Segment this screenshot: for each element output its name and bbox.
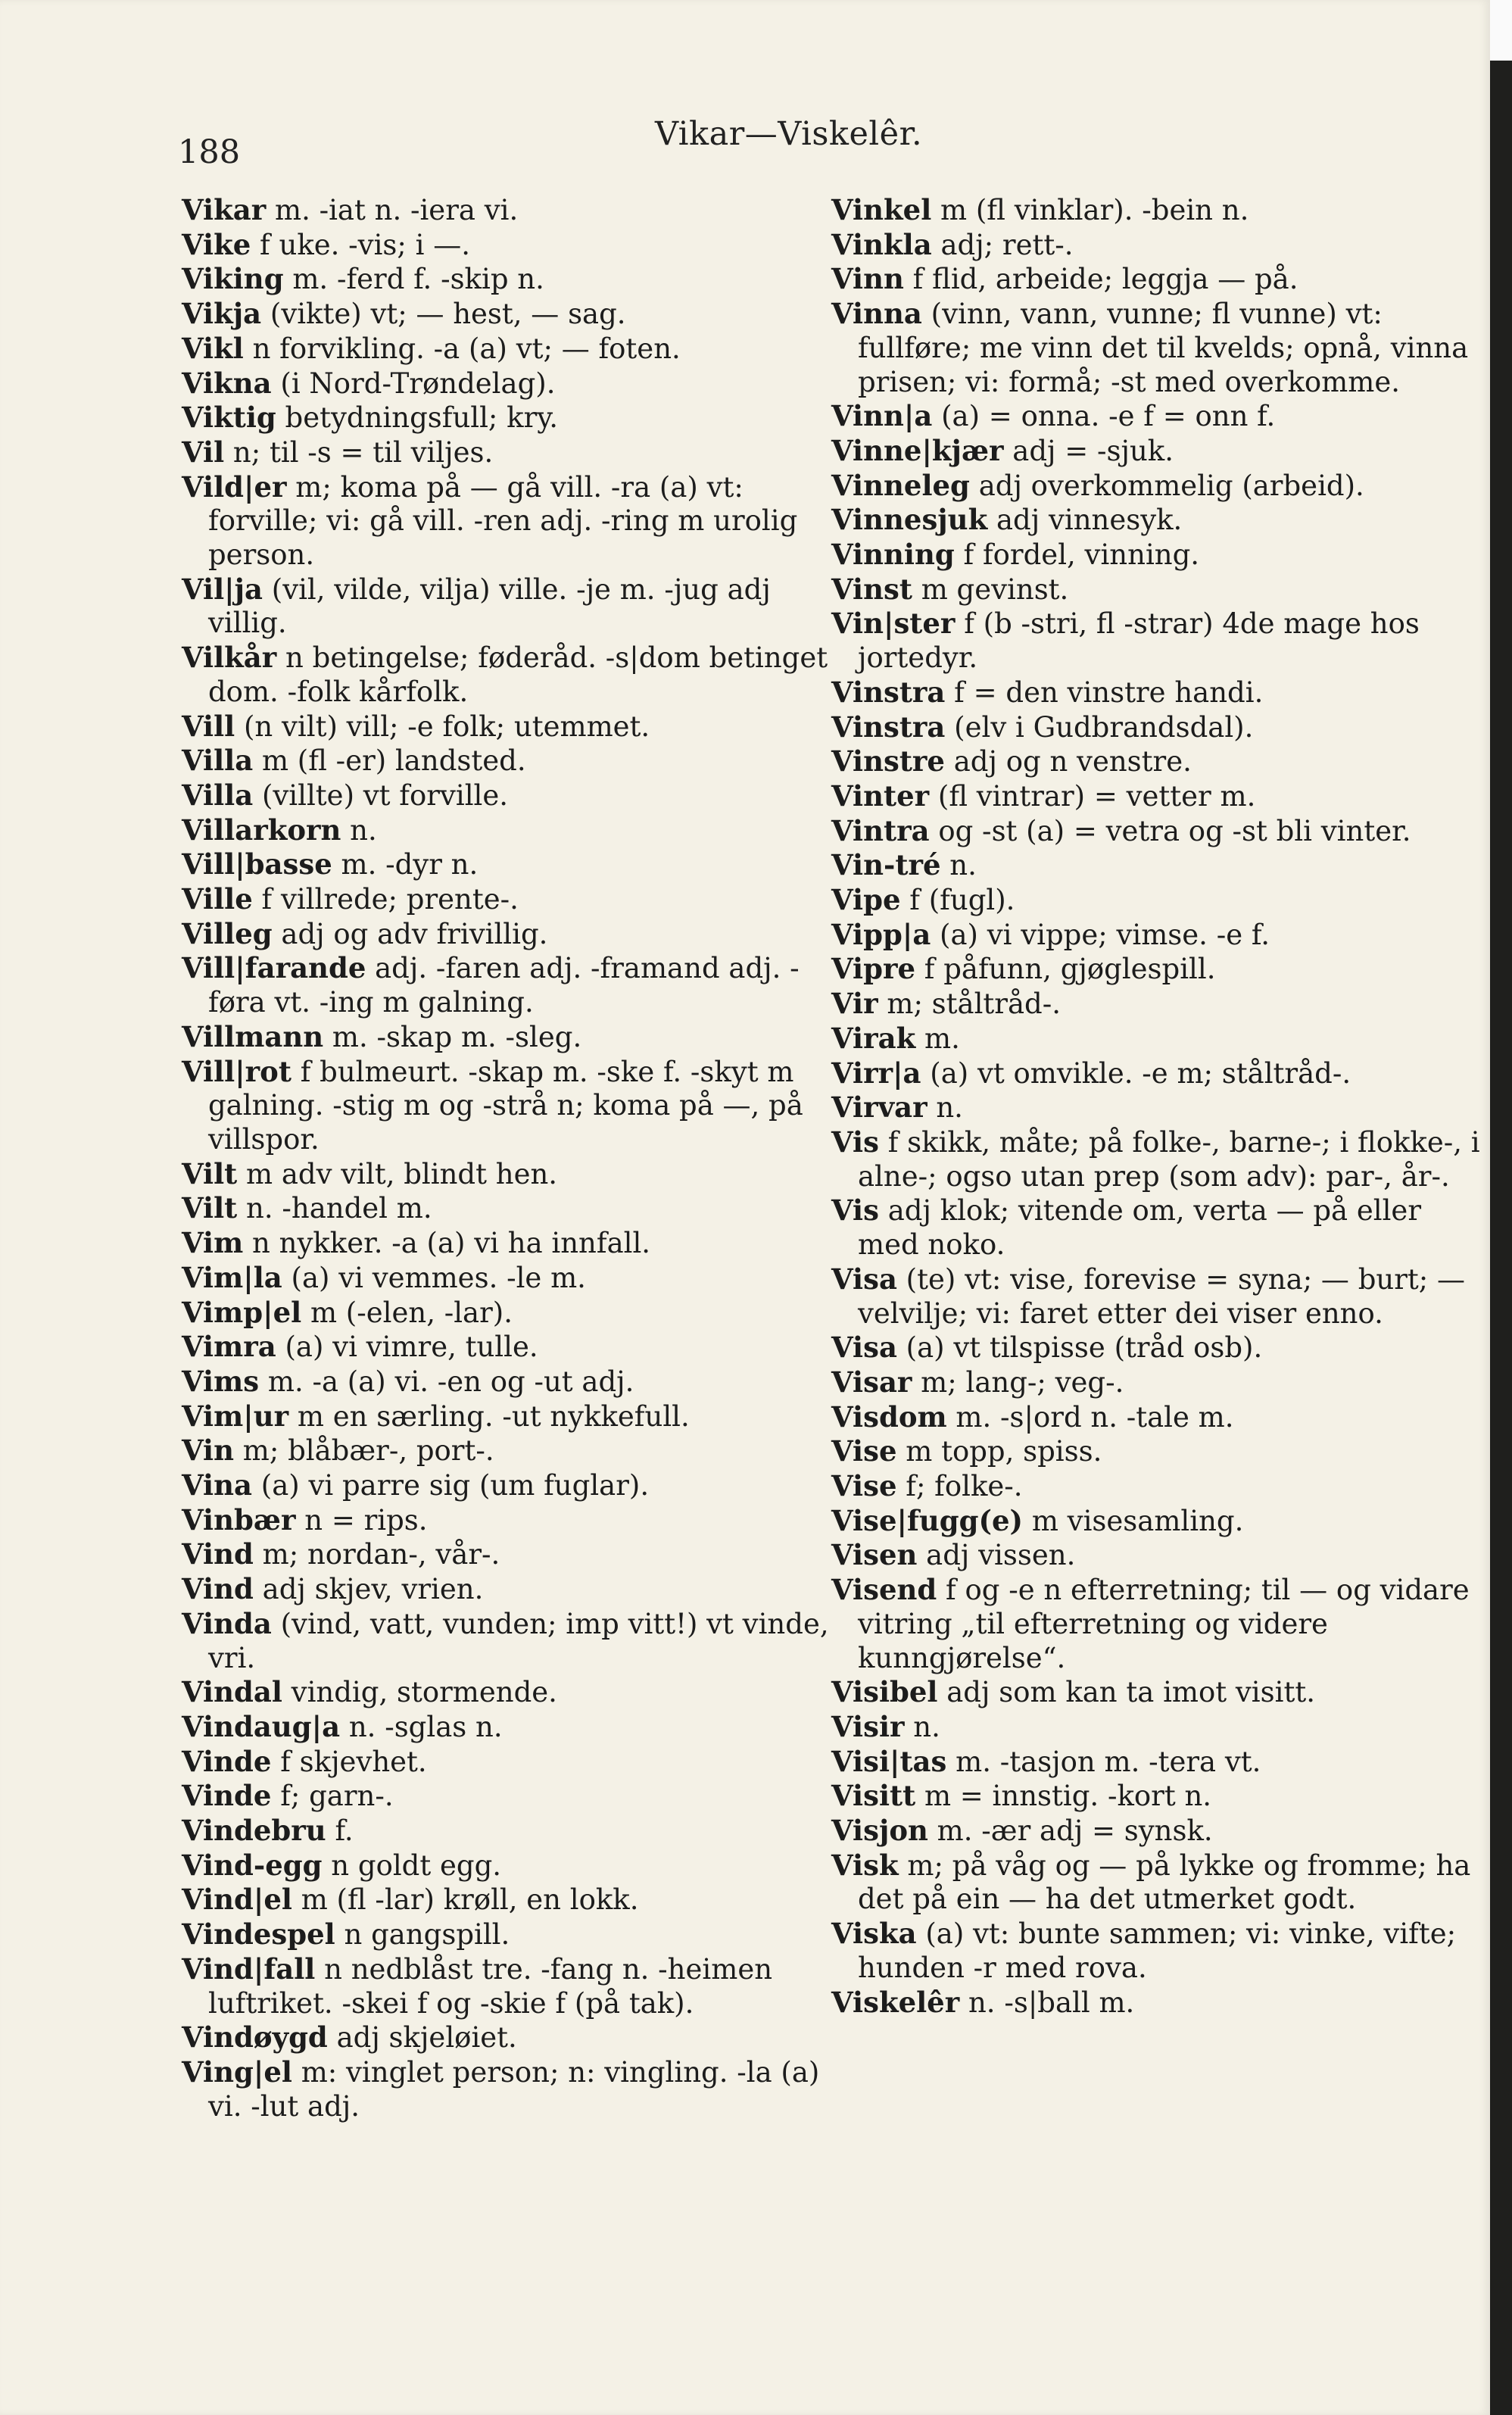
entry-definition: f fordel, vinning. (954, 538, 1200, 572)
dictionary-entry (182, 1537, 833, 1572)
dictionary-entry (182, 1055, 833, 1157)
dictionary-entry (831, 1193, 1482, 1262)
dictionary-entry (182, 1883, 833, 1917)
dictionary-entry (831, 1710, 1482, 1745)
entry-definition: adj som kan ta imot visitt. (937, 1676, 1315, 1709)
entry-headword: Vinn|a (831, 399, 933, 433)
dictionary-entry (182, 813, 833, 848)
entry-headword: Vim (182, 1226, 244, 1260)
entry-definition: f uke. -vis; i —. (251, 228, 470, 261)
entry-headword: Vimra (182, 1330, 276, 1364)
dictionary-entry (182, 917, 833, 952)
dictionary-entry (182, 1917, 833, 1952)
entry-definition: m. -skap m. -sleg. (323, 1020, 582, 1053)
entry-definition: m. -ær adj = synsk. (927, 1814, 1213, 1848)
dictionary-entry (831, 710, 1482, 745)
dictionary-entry (182, 1434, 833, 1468)
entry-headword: Vill|farande (182, 951, 366, 985)
entry-definition: m; nordan-, vår-. (253, 1538, 500, 1571)
entry-headword: Vinn (831, 262, 904, 296)
dictionary-entry (831, 779, 1482, 814)
dictionary-entry (182, 1814, 833, 1849)
entry-definition: betydningsfull; kry. (276, 401, 559, 435)
entry-definition: adj = -sjuk. (1003, 434, 1174, 467)
entry-definition: (a) = onna. -e f = onn f. (932, 400, 1276, 433)
entry-headword: Visibel (831, 1675, 938, 1709)
entry-headword: Vipp|a (831, 917, 931, 951)
entry-definition: (a) vi vemmes. -le m. (282, 1261, 586, 1294)
entry-definition: m (fl -lar) krøll, en lokk. (291, 1883, 639, 1917)
entry-headword: Vinning (831, 538, 955, 572)
entry-headword: Villarkorn (182, 813, 341, 847)
dictionary-entry (182, 1157, 833, 1192)
entry-headword: Vinna (831, 297, 922, 331)
entry-definition: f = den vinstre handi. (945, 676, 1264, 709)
entry-definition: m gevinst. (912, 573, 1069, 606)
entry-headword: Vil|ja (182, 572, 263, 606)
dictionary-entry (182, 882, 833, 917)
entry-headword: Vin|ster (831, 607, 956, 641)
entry-headword: Vindespel (182, 1917, 335, 1952)
dictionary-entry (182, 847, 833, 882)
entry-headword: Vim|ur (182, 1399, 289, 1433)
dictionary-entry (182, 1675, 833, 1710)
entry-headword: Vill (182, 709, 235, 743)
entry-definition: adj og adv frivillig. (272, 917, 548, 950)
entry-definition: (vind, vatt, vunden; imp vitt!) vt vinde, vri. (208, 1607, 829, 1674)
dictionary-entry (182, 367, 833, 401)
entry-definition: n = rips. (295, 1503, 428, 1537)
dictionary-entry (831, 1022, 1482, 1056)
dictionary-entry (182, 1261, 833, 1296)
dictionary-entry (182, 297, 833, 332)
dictionary-entry (182, 1365, 833, 1399)
entry-headword: Vinnesjuk (831, 503, 988, 537)
entry-headword: Viska (831, 1917, 917, 1951)
entry-headword: Vinne|kjær (831, 433, 1004, 467)
entry-headword: Villa (182, 744, 254, 778)
entry-definition: f. (326, 1814, 354, 1848)
dictionary-entry (831, 262, 1482, 297)
entry-definition: f; garn-. (271, 1780, 394, 1813)
entry-headword: Vikl (182, 331, 244, 365)
entry-headword: Vinstra (831, 675, 946, 709)
entry-headword: Visen (831, 1538, 918, 1572)
entry-headword: Vill|rot (182, 1054, 291, 1088)
entry-headword: Vind (182, 1572, 254, 1606)
entry-definition: m (fl vinklar). -bein n. (931, 194, 1249, 226)
page-number: 188 (178, 133, 241, 171)
entry-definition: (a) vt tilspisse (tråd osb). (896, 1331, 1263, 1365)
dictionary-entry (182, 1191, 833, 1226)
entry-definition: n; til -s = til viljes. (224, 435, 494, 469)
entry-headword: Vin-tré (831, 848, 941, 882)
entry-headword: Vind|fall (182, 1952, 316, 1986)
entry-definition: n. (940, 849, 977, 882)
entry-definition: m; ståltråd-. (878, 988, 1061, 1021)
entry-definition: n. -s|ball m. (959, 1986, 1135, 2019)
entry-definition: (i Nord-Trøndelag). (271, 367, 556, 400)
entry-headword: Vinstre (831, 744, 945, 778)
entry-definition: f (fugl). (900, 884, 1015, 917)
entry-definition: og -st (a) = vetra og -st bli vinter. (929, 814, 1411, 847)
dictionary-entry (831, 1090, 1482, 1125)
entry-headword: Vike (182, 227, 251, 261)
entry-headword: Vinde (182, 1779, 272, 1813)
entry-definition: (a) vi vimre, tulle. (276, 1331, 538, 1364)
dictionary-entry (831, 1675, 1482, 1710)
entry-headword: Visjon (831, 1814, 928, 1848)
dictionary-entry (831, 538, 1482, 573)
entry-headword: Vipe (831, 883, 901, 917)
entry-definition: m adv vilt, blindt hen. (237, 1157, 558, 1190)
entry-headword: Visend (831, 1573, 937, 1607)
entry-definition: m. -s|ord n. -tale m. (946, 1400, 1234, 1434)
entry-headword: Viskelêr (831, 1985, 960, 2019)
dictionary-entry (182, 1503, 833, 1538)
dictionary-entry (182, 641, 833, 709)
dictionary-entry (831, 1056, 1482, 1091)
entry-definition: adj. -faren adj. -framand adj. -føra vt. -ing m galning. (208, 952, 800, 1019)
dictionary-entry (182, 1952, 833, 2020)
entry-headword: Vinbær (182, 1502, 296, 1537)
entry-headword: Vikja (182, 297, 262, 331)
dictionary-entry (831, 883, 1482, 918)
dictionary-entry (182, 1468, 833, 1503)
dictionary-entry (182, 573, 833, 641)
entry-headword: Vipre (831, 952, 916, 986)
dictionary-entry (182, 1020, 833, 1055)
entry-definition: (fl vintrar) = vetter m. (929, 779, 1256, 813)
entry-definition: (vil, vilde, vilja) ville. -je m. -jug adj villig. (208, 573, 771, 640)
dictionary-entry (831, 434, 1482, 469)
entry-headword: Vims (182, 1364, 260, 1398)
dictionary-entry (182, 401, 833, 435)
entry-headword: Vikar (182, 193, 267, 226)
dictionary-entry (831, 193, 1482, 228)
entry-definition: m; koma på — gå vill. -ra (a) vt: forville; vi: gå vill. -ren adj. -ring m urolig person. (208, 470, 798, 572)
entry-headword: Vise (831, 1434, 897, 1468)
dictionary-entry (831, 1469, 1482, 1504)
entry-headword: Vind-egg (182, 1848, 323, 1882)
dictionary-entry (831, 469, 1482, 504)
entry-headword: Vinde (182, 1744, 272, 1778)
dictionary-entry (831, 1917, 1482, 1985)
dictionary-entry (182, 1572, 833, 1607)
dictionary-entry (182, 1745, 833, 1780)
entry-definition: m. -dyr n. (332, 848, 479, 881)
entry-definition: f bulmeurt. -skap m. -ske f. -skyt m galning. -stig m og -strå n; koma på —, på villspor. (208, 1055, 803, 1156)
entry-definition: m. (915, 1022, 960, 1055)
entry-headword: Vilt (182, 1191, 238, 1225)
entry-headword: Virak (831, 1021, 916, 1055)
entry-headword: Vilkår (182, 641, 277, 675)
entry-headword: Vis (831, 1193, 879, 1228)
page-header (178, 106, 1465, 174)
entry-headword: Ville (182, 882, 253, 916)
entry-definition: f villrede; prente-. (252, 883, 519, 916)
entry-headword: Vinneleg (831, 468, 970, 502)
entry-headword: Vise (831, 1469, 897, 1503)
dictionary-entry (831, 1434, 1482, 1469)
dictionary-entry (182, 435, 833, 470)
dictionary-entry (831, 987, 1482, 1022)
dictionary-entry (182, 470, 833, 573)
entry-definition: n. (927, 1091, 963, 1125)
entry-headword: Vise|fugg(e) (831, 1503, 1024, 1537)
entry-headword: Vinstra (831, 710, 946, 744)
entry-headword: Visir (831, 1709, 905, 1743)
dictionary-entry (182, 2020, 833, 2055)
dictionary-entry (182, 1607, 833, 1675)
entry-definition: (n vilt) vill; -e folk; utemmet. (235, 710, 650, 743)
entry-definition: n betingelse; føderåd. -s|dom betinget dom. -folk kårfolk. (208, 641, 828, 708)
dictionary-entry (182, 1296, 833, 1331)
entry-headword: Vinst (831, 572, 912, 606)
entry-headword: Visitt (831, 1779, 916, 1813)
entry-definition: (vikte) vt; — hest, — sag. (261, 298, 626, 331)
dictionary-entry (182, 2055, 833, 2123)
dictionary-entry (182, 744, 833, 778)
entry-definition: (a) vi vippe; vimse. -e f. (931, 918, 1270, 951)
dictionary-entry (182, 262, 833, 297)
entry-definition: n goldt egg. (322, 1849, 502, 1882)
dictionary-entry (831, 1504, 1482, 1539)
entry-definition: f påfunn, gjøglespill. (915, 953, 1216, 986)
dictionary-entry (831, 573, 1482, 607)
entry-definition: m (-elen, -lar). (301, 1296, 513, 1329)
dictionary-entry (182, 332, 833, 367)
entry-definition: adj og n venstre. (944, 745, 1192, 778)
dictionary-entry (831, 1745, 1482, 1780)
dictionary-entry (831, 1538, 1482, 1573)
entry-definition: f og -e n efterretning; til — og vidare vitring „til efterretning og videre kunngjørelse“. (858, 1574, 1470, 1674)
entry-headword: Vimp|el (182, 1295, 302, 1329)
running-head: Vikar—Viskelêr. (655, 115, 923, 153)
entry-headword: Virvar (831, 1090, 927, 1125)
dictionary-entry (831, 1814, 1482, 1849)
entry-definition: vindig, stormende. (282, 1676, 557, 1709)
entry-headword: Villmann (182, 1019, 324, 1053)
entry-definition: n nykker. -a (a) vi ha innfall. (243, 1227, 651, 1260)
entry-headword: Vim|la (182, 1260, 282, 1294)
entry-definition: f flid, arbeide; leggja — på. (903, 263, 1298, 296)
entry-definition: adj vinnesyk. (987, 504, 1183, 537)
entry-headword: Visk (831, 1848, 899, 1882)
entry-definition: (a) vi parre sig (um fuglar). (252, 1469, 650, 1502)
entry-definition: n. (341, 813, 377, 847)
entry-headword: Vina (182, 1468, 252, 1502)
dictionary-entry (182, 193, 833, 228)
dictionary-entry (182, 1849, 833, 1883)
entry-headword: Visa (831, 1331, 897, 1365)
entry-definition: adj vissen. (917, 1539, 1076, 1572)
dictionary-entry (831, 744, 1482, 779)
entry-definition: n nedblåst tre. -fang n. -heimen luftriket. -skei f og -skie f (på tak). (208, 1952, 773, 2020)
dictionary-entry (182, 1710, 833, 1745)
entry-headword: Visar (831, 1365, 912, 1399)
dictionary-entry (831, 1779, 1482, 1814)
entry-headword: Vinda (182, 1606, 272, 1640)
dictionary-entry (831, 1365, 1482, 1400)
entry-definition: m (fl -er) landsted. (253, 744, 526, 778)
entry-headword: Vind|el (182, 1883, 292, 1917)
entry-definition: f; folke-. (896, 1470, 1023, 1503)
dictionary-entry (831, 1986, 1482, 2020)
entry-headword: Visa (831, 1262, 897, 1296)
entry-definition: m; lang-; veg-. (912, 1365, 1124, 1399)
dictionary-entry (182, 1226, 833, 1261)
entry-definition: (te) vt: vise, forevise = syna; — burt; — velvilje; vi: faret etter dei viser enno. (858, 1262, 1465, 1330)
entry-definition: m: vinglet person; n: vingling. -la (a) vi. -lut adj. (208, 2055, 820, 2123)
dictionary-entry (831, 1400, 1482, 1435)
dictionary-entry (831, 1262, 1482, 1331)
entry-headword: Villeg (182, 916, 273, 950)
entry-headword: Vindøygd (182, 2020, 328, 2055)
entry-definition: m = innstig. -kort n. (915, 1780, 1212, 1813)
dictionary-entry (831, 918, 1482, 953)
dictionary-entry (182, 1399, 833, 1434)
dictionary-entry (182, 778, 833, 813)
entry-headword: Vil (182, 435, 225, 469)
entry-definition: m en særling. -ut nykkefull. (288, 1399, 690, 1433)
entry-headword: Visi|tas (831, 1744, 947, 1778)
entry-definition: m. -tasjon m. -tera vt. (946, 1745, 1261, 1778)
left-column (182, 193, 833, 2123)
entry-definition: m; på våg og — på lykke og fromme; ha det på ein — ha det utmerket godt. (858, 1849, 1471, 1916)
dictionary-entry (831, 1331, 1482, 1365)
entry-definition: m; blåbær-, port-. (234, 1434, 494, 1468)
entry-definition: adj skjeløiet. (327, 2021, 517, 2055)
entry-headword: Viking (182, 262, 284, 296)
dictionary-entry (831, 399, 1482, 434)
entry-definition: adj klok; vitende om, verta — på eller med noko. (858, 1194, 1422, 1262)
entry-definition: adj overkommelig (arbeid). (969, 469, 1364, 502)
dictionary-entry (831, 1125, 1482, 1193)
entry-headword: Vind (182, 1537, 254, 1571)
entry-definition: adj; rett-. (931, 228, 1074, 261)
entry-definition: m. -a (a) vi. -en og -ut adj. (259, 1365, 634, 1398)
entry-definition: n. -handel m. (237, 1192, 432, 1225)
entry-definition: n. (904, 1710, 940, 1743)
dictionary-entry (831, 952, 1482, 987)
dictionary-entry (831, 297, 1482, 399)
entry-definition: f skikk, måte; på folke-, barne-; i flokke-, i alne-; ogso utan prep (som adv): par-, år-. (858, 1125, 1480, 1193)
dictionary-entry (831, 503, 1482, 538)
entry-headword: Viktig (182, 401, 276, 435)
dictionary-entry (182, 951, 833, 1019)
entry-definition: (a) vt: bunte sammen; vi: vinke, vifte; hunden -r med rova. (858, 1917, 1457, 1984)
scan-edge (1490, 0, 1512, 2415)
entry-definition: adj skjev, vrien. (253, 1573, 484, 1606)
entry-headword: Visdom (831, 1399, 947, 1434)
entry-definition: (a) vt omvikle. -e m; ståltråd-. (921, 1056, 1351, 1090)
entry-definition: n. -sglas n. (340, 1710, 503, 1743)
entry-headword: Vir (831, 987, 878, 1021)
entry-headword: Vill|basse (182, 847, 332, 881)
entry-headword: Vinter (831, 778, 930, 813)
dictionary-entry (831, 607, 1482, 675)
dictionary-entry (182, 1779, 833, 1814)
entry-headword: Vintra (831, 813, 930, 847)
dictionary-entry (831, 1849, 1482, 1917)
dictionary-entry (182, 228, 833, 263)
dictionary-entry (182, 710, 833, 744)
entry-definition: n gangspill. (335, 1918, 510, 1952)
entry-definition: (vinn, vann, vunne; fl vunne) vt: fullføre; me vinn det til kvelds; opnå, vinna prisen; vi: formå; -st med overkomme. (858, 298, 1469, 398)
entry-headword: Vis (831, 1125, 879, 1159)
entry-headword: Vild|er (182, 470, 287, 504)
dictionary-entry (182, 1330, 833, 1365)
entry-headword: Vikna (182, 366, 272, 400)
entry-definition: f (b -stri, fl -strar) 4de mage hos jortedyr. (858, 607, 1420, 675)
right-column (831, 193, 1482, 2020)
entry-headword: Vindaug|a (182, 1709, 341, 1743)
dictionary-entry (831, 228, 1482, 263)
entry-headword: Vinkel (831, 193, 932, 226)
entry-headword: Ving|el (182, 2055, 292, 2089)
entry-headword: Vin (182, 1434, 235, 1468)
entry-definition: m. -iat n. -iera vi. (266, 194, 519, 226)
entry-definition: m. -ferd f. -skip n. (283, 263, 544, 296)
entry-definition: (elv i Gudbrandsdal). (945, 710, 1254, 744)
entry-headword: Virr|a (831, 1056, 921, 1090)
entry-headword: Villa (182, 778, 254, 812)
entry-definition: n forvikling. -a (a) vt; — foten. (243, 332, 681, 365)
entry-headword: Vinkla (831, 227, 932, 261)
dictionary-entry (831, 676, 1482, 710)
entry-definition: (villte) vt forville. (253, 778, 509, 812)
entry-definition: m topp, spiss. (896, 1435, 1102, 1468)
dictionary-entry (831, 848, 1482, 883)
entry-headword: Vilt (182, 1156, 238, 1190)
entry-headword: Vindebru (182, 1814, 326, 1848)
entry-headword: Vindal (182, 1675, 282, 1709)
entry-definition: m visesamling. (1023, 1504, 1244, 1537)
dictionary-entry (831, 814, 1482, 849)
entry-definition: f skjevhet. (271, 1745, 427, 1778)
dictionary-entry (831, 1573, 1482, 1675)
